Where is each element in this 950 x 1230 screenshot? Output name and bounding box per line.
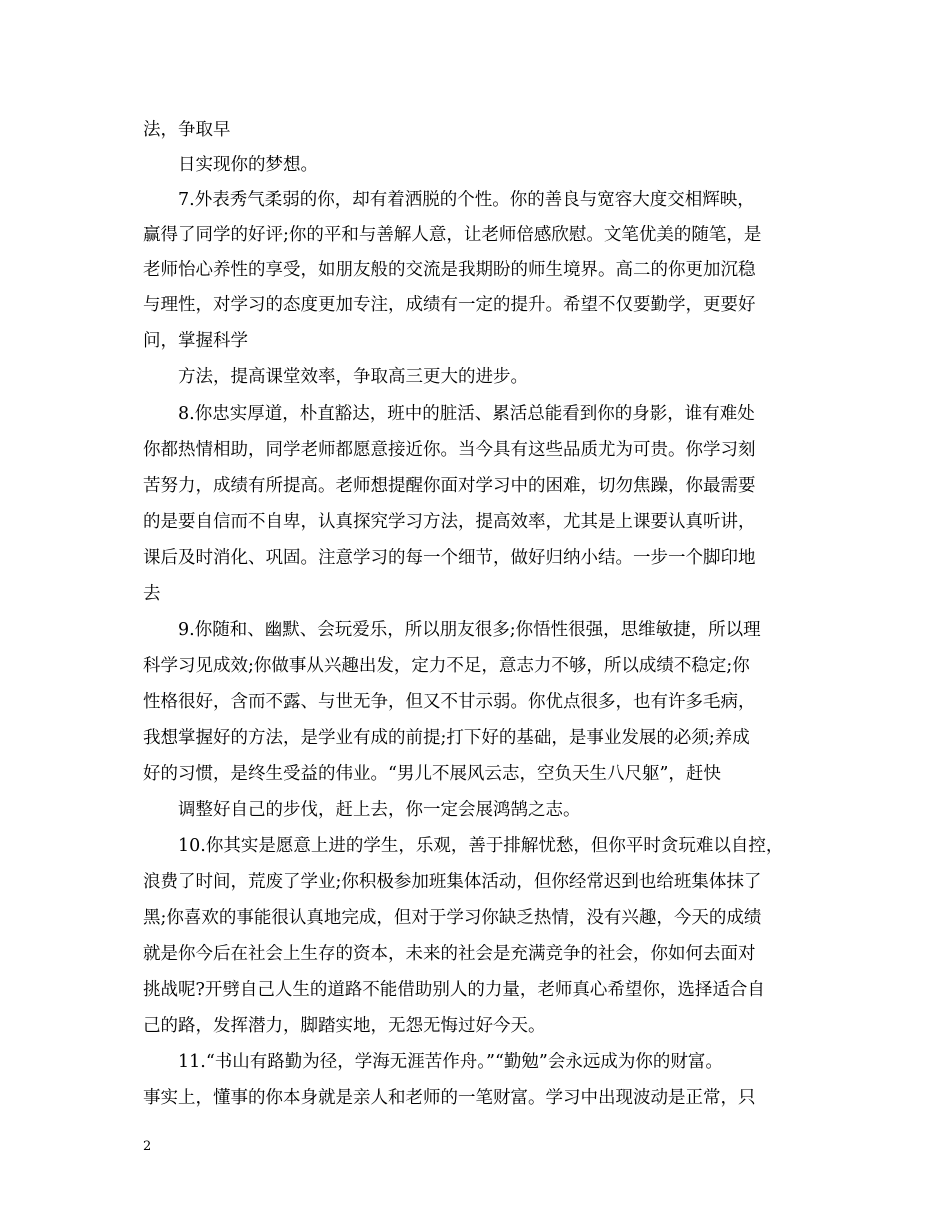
paragraph-10-start: 10.你其实是愿意上进的学生，乐观，善于排解忧愁，但你平时贪玩难以自控，	[178, 836, 784, 856]
text-line: 去	[143, 584, 161, 604]
text-line: 黑;你喜欢的事能很认真地完成，但对于学习你缺乏热情，没有兴趣，今天的成绩	[143, 908, 762, 928]
text-line: 方法，提高课堂效率，争取高三更大的进步。	[178, 367, 528, 387]
text-line: 浪费了时间，荒废了学业;你积极参加班集体活动，但你经常迟到也给班集体抹了	[143, 872, 762, 892]
paragraph-8-start: 8.你忠实厚道，朴直豁达，班中的脏活、累活总能看到你的身影，谁有难处	[178, 404, 755, 424]
paragraph-7-start: 7.外表秀气柔弱的你，却有着洒脱的个性。你的善良与宽容大度交相辉映，	[178, 190, 755, 210]
text-line: 事实上，懂事的你本身就是亲人和老师的一笔财富。学习中出现波动是正常，只	[143, 1088, 756, 1108]
text-line: 与理性，对学习的态度更加专注，成绩有一定的提升。希望不仅要勤学，更要好	[143, 295, 756, 315]
text-line: 日实现你的梦想。	[178, 155, 318, 175]
text-line: 法，争取早	[143, 120, 231, 140]
text-line: 挑战呢?开劈自己人生的道路不能借助别人的力量，老师真心希望你，选择适合自	[143, 980, 765, 1000]
text-line: 问，掌握科学	[143, 331, 248, 351]
text-line: 课后及时消化、巩固。注意学习的每一个细节，做好归纳小结。一步一个脚印地	[143, 548, 756, 568]
text-line: 老师怡心养性的享受，如朋友般的交流是我期盼的师生境界。高二的你更加沉稳	[143, 260, 756, 280]
paragraph-11-start: 11.“书山有路勤为径，学海无涯苦作舟。”“勤勉”会永远成为你的财富。	[178, 1052, 723, 1072]
text-line: 的是要自信而不自卑，认真探究学习方法，提高效率，尤其是上课要认真听讲，	[143, 512, 756, 532]
text-line: 调整好自己的步伐，赶上去，你一定会展鸿鹄之志。	[178, 800, 581, 820]
text-line: 苦努力，成绩有所提高。老师想提醒你面对学习中的困难，切勿焦躁，你最需要	[143, 476, 756, 496]
text-line: 己的路，发挥潜力，脚踏实地，无怨无悔过好今天。	[143, 1016, 546, 1036]
text-line: 性格很好，含而不露、与世无争，但又不甘示弱。你优点很多，也有许多毛病，	[143, 692, 756, 712]
text-line: 就是你今后在社会上生存的资本，未来的社会是充满竞争的社会，你如何去面对	[143, 944, 756, 964]
text-line: 科学习见成效;你做事从兴趣出发，定力不足，意志力不够，所以成绩不稳定;你	[143, 656, 750, 676]
text-line: 好的习惯，是终生受益的伟业。“男儿不展风云志，空负天生八尺躯”，赶快	[143, 764, 721, 784]
paragraph-9-start: 9.你随和、幽默、会玩爱乐，所以朋友很多;你悟性很强，思维敏捷，所以理	[178, 620, 761, 640]
text-line: 我想掌握好的方法，是学业有成的前提;打下好的基础，是事业发展的必须;养成	[143, 728, 750, 748]
text-line: 赢得了同学的好评;你的平和与善解人意，让老师倍感欣慰。文笔优美的随笔，是	[143, 225, 762, 245]
page-number: 2	[143, 1139, 152, 1154]
text-line: 你都热情相助，同学老师都愿意接近你。当今具有这些品质尤为可贵。你学习刻	[143, 440, 756, 460]
